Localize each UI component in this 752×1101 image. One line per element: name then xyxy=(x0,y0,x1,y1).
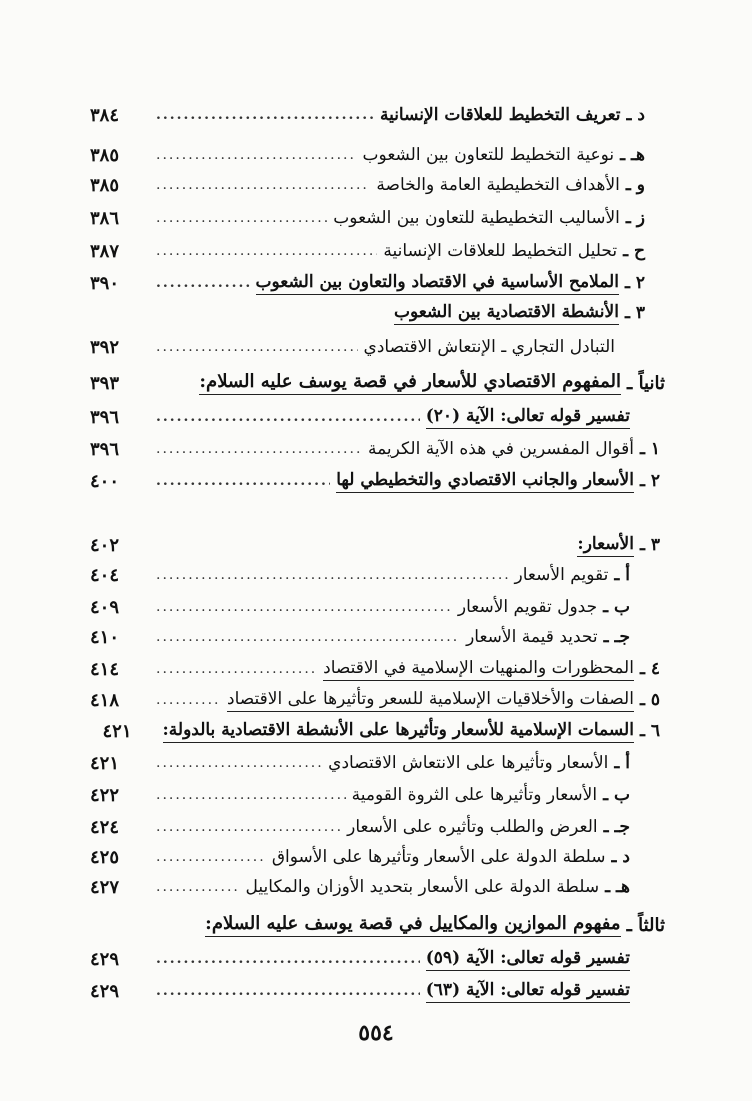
entry-label: الصفات والأخلاقيات الإسلامية للسعر وتأثيرها على الاقتصاد xyxy=(227,689,634,712)
entry-label: الأنشطة الاقتصادية بين الشعوب xyxy=(394,302,619,325)
entry-prefix: ح ـ xyxy=(623,241,645,261)
entry-page: ٤٢٥ xyxy=(90,846,120,868)
entry-page: ٤٢٢ xyxy=(90,784,120,806)
leader-dots xyxy=(156,409,420,425)
entry-label: المفهوم الاقتصادي للأسعار في قصة يوسف عليه السلام: xyxy=(199,371,621,395)
toc-entry xyxy=(90,236,645,266)
entry-page: ٣٩٠ xyxy=(90,272,120,294)
entry-prefix: جـ ـ xyxy=(603,627,630,647)
entry-page: ٤٢٩ xyxy=(90,948,120,970)
entry-page: ٤٢١ xyxy=(90,752,120,774)
entry-label: العرض والطلب وتأثيره على الأسعار xyxy=(347,817,598,837)
entry-label: الأسعار: xyxy=(577,534,634,557)
leader-dots xyxy=(156,879,240,895)
entry-label: تفسير قوله تعالى: الآية (٥٩) xyxy=(426,948,630,971)
entry-page: ٤٢٧ xyxy=(90,876,120,898)
entry-label: تحديد قيمة الأسعار xyxy=(466,627,598,647)
toc-entry xyxy=(90,748,630,778)
toc-section-heading xyxy=(90,910,665,940)
entry-page: ٣٨٥ xyxy=(90,144,120,166)
leader-dots xyxy=(156,147,357,163)
entry-label: الأسعار وتأثيرها على الثروة القومية xyxy=(351,785,598,805)
entry-label: الأساليب التخطيطية للتعاون بين الشعوب xyxy=(333,208,620,228)
entry-page: ٤٢١ xyxy=(102,720,132,742)
entry-page: ٣٨٤ xyxy=(90,104,120,126)
entry-label: أقوال المفسرين في هذه الآية الكريمة xyxy=(367,439,634,459)
entry-prefix: ب ـ xyxy=(603,597,630,617)
entry-page: ٣٩٣ xyxy=(90,372,120,394)
toc-entry xyxy=(90,298,645,328)
leader-dots xyxy=(156,177,370,193)
entry-prefix: ٥ ـ xyxy=(639,690,660,710)
entry-page: ٣٨٦ xyxy=(90,207,120,229)
leader-dots xyxy=(156,473,330,489)
entry-page: ٣٨٥ xyxy=(90,174,120,196)
entry-page: ٤٢٩ xyxy=(90,980,120,1002)
leader-dots xyxy=(156,210,327,226)
leader-dots xyxy=(156,849,266,865)
leader-dots xyxy=(156,275,250,291)
toc-entry xyxy=(90,332,615,362)
toc-entry xyxy=(90,842,630,872)
toc-entry xyxy=(90,203,645,233)
entry-prefix: هـ ـ xyxy=(605,877,630,897)
entry-page: ٤٠٠ xyxy=(90,470,120,492)
entry-prefix: ٢ ـ xyxy=(624,273,645,293)
toc-entry xyxy=(90,976,630,1006)
entry-label: مفهوم الموازين والمكاييل في قصة يوسف عليه السلام: xyxy=(205,913,620,937)
leader-dots xyxy=(156,661,317,677)
leader-dots xyxy=(156,755,322,771)
entry-page: ٤٢٤ xyxy=(90,816,120,838)
page-number: ٥٥٤ xyxy=(358,1020,394,1046)
entry-page: ٤٠٢ xyxy=(90,534,120,556)
toc-entry xyxy=(90,592,630,622)
entry-label: التبادل التجاري ـ الإنتعاش الاقتصادي xyxy=(363,337,615,357)
leader-dots xyxy=(156,692,221,708)
entry-label: السمات الإسلامية للأسعار وتأثيرها على الأنشطة الاقتصادية بالدولة: xyxy=(163,720,634,743)
leader-dots xyxy=(156,599,452,615)
entry-prefix: ٣ ـ xyxy=(624,303,645,323)
toc-entry xyxy=(90,872,630,902)
leader-dots xyxy=(156,441,362,457)
entry-prefix: ٤ ـ xyxy=(639,659,660,679)
entry-page: ٤٠٤ xyxy=(90,564,120,586)
entry-prefix: ثالثاً ـ xyxy=(626,914,665,936)
entry-label: تعريف التخطيط للعلاقات الإنسانية xyxy=(379,105,621,125)
entry-label: المحظورات والمنهيات الإسلامية في الاقتصاد xyxy=(323,658,634,681)
entry-prefix: جـ ـ xyxy=(603,817,630,837)
entry-label: الأهداف التخطيطية العامة والخاصة xyxy=(376,175,620,195)
toc-entry xyxy=(90,622,630,652)
toc-entry xyxy=(90,402,630,432)
toc-entry xyxy=(90,654,660,684)
toc-entry xyxy=(90,268,645,298)
entry-prefix: أ ـ xyxy=(614,565,630,585)
entry-label: الأسعار وتأثيرها على الانتعاش الاقتصادي xyxy=(328,753,609,773)
entry-page: ٣٨٧ xyxy=(90,240,120,262)
leader-dots xyxy=(156,819,341,835)
toc-section-heading xyxy=(90,368,665,398)
entry-label: الملامح الأساسية في الاقتصاد والتعاون بين الشعوب xyxy=(256,272,619,295)
entry-label: سلطة الدولة على الأسعار وتأثيرها على الأسواق xyxy=(271,847,606,867)
entry-page: ٤١٠ xyxy=(90,626,120,648)
entry-prefix: ز ـ xyxy=(625,208,645,228)
toc-entry xyxy=(90,140,645,170)
entry-prefix: ٣ ـ xyxy=(639,535,660,555)
toc-entry xyxy=(90,434,660,464)
entry-label: سلطة الدولة على الأسعار بتحديد الأوزان والمكاييل xyxy=(245,877,600,897)
entry-page: ٤١٨ xyxy=(90,689,120,711)
entry-prefix: ٦ ـ xyxy=(639,721,660,741)
toc-entry xyxy=(90,685,660,715)
entry-label: تفسير قوله تعالى: الآية (٢٠) xyxy=(426,406,630,429)
leader-dots xyxy=(156,339,358,355)
entry-label: تحليل التخطيط للعلاقات الإنسانية xyxy=(383,241,618,261)
toc-entry xyxy=(90,812,630,842)
leader-dots xyxy=(156,629,460,645)
entry-prefix: و ـ xyxy=(625,175,645,195)
toc-entry xyxy=(90,530,660,560)
entry-label: تفسير قوله تعالى: الآية (٦٣) xyxy=(426,980,630,1003)
toc-entry xyxy=(90,100,645,130)
entry-page: ٣٩٢ xyxy=(90,336,120,358)
entry-prefix: ب ـ xyxy=(603,785,630,805)
entry-page: ٤٠٩ xyxy=(90,596,120,618)
entry-prefix: أ ـ xyxy=(614,753,630,773)
toc-entry xyxy=(90,466,660,496)
entry-page: ٣٩٦ xyxy=(90,438,120,460)
leader-dots xyxy=(156,243,377,259)
entry-prefix: هـ ـ xyxy=(620,145,645,165)
toc-entry xyxy=(90,944,630,974)
leader-dots xyxy=(156,951,420,967)
entry-label: تقويم الأسعار xyxy=(514,565,609,585)
toc-entry xyxy=(90,170,645,200)
leader-dots xyxy=(156,787,346,803)
leader-dots xyxy=(156,107,374,123)
entry-prefix: ٢ ـ xyxy=(639,471,660,491)
entry-prefix: ١ ـ xyxy=(639,439,660,459)
toc-entry xyxy=(90,780,630,810)
toc-entry xyxy=(90,716,660,746)
entry-prefix: د ـ xyxy=(626,105,645,125)
leader-dots xyxy=(156,567,509,583)
entry-label: جدول تقويم الأسعار xyxy=(457,597,598,617)
entry-page: ٣٩٦ xyxy=(90,406,120,428)
entry-label: نوعية التخطيط للتعاون بين الشعوب xyxy=(362,145,615,165)
entry-prefix: ثانياً ـ xyxy=(627,372,665,394)
entry-label: الأسعار والجانب الاقتصادي والتخطيطي لها xyxy=(336,470,634,493)
toc-entry xyxy=(90,560,630,590)
entry-page: ٤١٤ xyxy=(90,658,120,680)
leader-dots xyxy=(156,983,420,999)
entry-prefix: د ـ xyxy=(611,847,630,867)
